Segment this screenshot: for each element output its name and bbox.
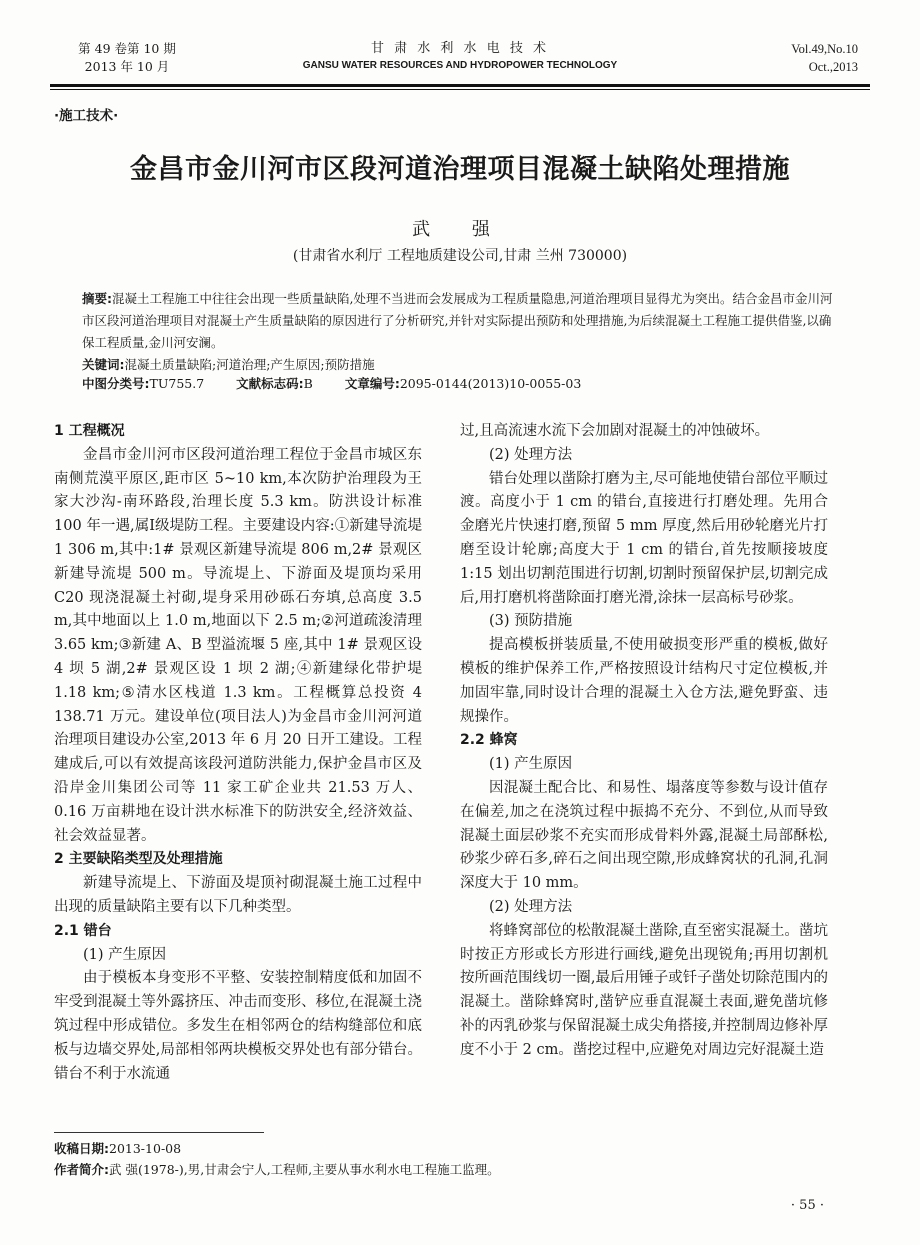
journal-name-en: GANSU WATER RESOURCES AND HYDROPOWER TECHNOLOGY xyxy=(302,60,618,71)
footnote-rule xyxy=(54,1132,264,1133)
subsection-heading: 2.2 蜂窝 xyxy=(460,732,518,749)
doccode-value: B xyxy=(303,376,313,391)
paragraph: 将蜂窝部位的松散混凝土凿除,直至密实混凝土。凿坑时按正方形或长方形进行画线,避免出现锐角;再用切割机按所画范围线切一圈,最后用锤子或钎子凿处切除范围内的混凝土。凿除蜂窝时,凿铲应垂直混凝土表面,避免凿坑修补的丙乳砂浆与保留混凝土成尖角搭接,并控制周边修补厚度不小于 2 cm。凿挖过程中,应避免对周边完好混凝土造 xyxy=(460,922,828,1058)
bio-label: 作者简介: xyxy=(54,1162,109,1177)
abstract xyxy=(82,288,838,376)
body-left-column xyxy=(54,420,422,1086)
paper-title: 金昌市金川河市区段河道治理项目混凝土缺陷处理措施 xyxy=(130,154,790,185)
journal-name xyxy=(62,40,858,74)
journal-name-cn: 甘 肃 水 利 水 电 技 术 xyxy=(371,41,549,56)
clc-field xyxy=(82,373,204,395)
header-rule-thin xyxy=(50,89,870,90)
article-no-label: 文章编号: xyxy=(344,376,400,391)
article-no-value: 2095-0144(2013)10-0055-03 xyxy=(399,376,582,391)
section-heading: 1 工程概况 xyxy=(54,423,125,439)
doccode-field xyxy=(236,373,313,395)
paragraph: 提高模板拼装质量,不使用破损变形严重的模板,做好模板的维护保养工作,严格按照设计结构尺寸定位模板,并加固牢靠,同时设计合理的混凝土入仓方法,避免野蛮、违规操作。 xyxy=(460,637,828,725)
author-name: 武 强 xyxy=(412,219,508,240)
item-heading: (3) 预防措施 xyxy=(489,613,573,630)
paragraph: 新建导流堤上、下游面及堤顶衬砌混凝土施工过程中出现的质量缺陷主要有以下几种类型。 xyxy=(54,875,422,915)
item-heading: (2) 处理方法 xyxy=(489,898,573,915)
doccode-label: 文献标志码: xyxy=(236,376,304,391)
issue-info-en xyxy=(791,40,858,76)
received-date xyxy=(54,1138,866,1159)
item-heading: (1) 产生原因 xyxy=(83,946,167,963)
article-no-field xyxy=(345,373,581,395)
item-heading: (1) 产生原因 xyxy=(489,756,573,773)
section-heading: 2 主要缺陷类型及处理措施 xyxy=(54,851,223,868)
body-right-column xyxy=(460,420,828,1063)
keywords-label: 关键词: xyxy=(82,357,125,372)
issue-date: 2013 年 10 月 xyxy=(84,59,170,74)
keywords-text: 混凝土质量缺陷;河道治理;产生原因;预防措施 xyxy=(124,357,375,372)
paragraph: 由于模板本身变形不平整、安装控制精度低和加固不牢受到混凝土等外露挤压、冲击而变形、移位,在混凝土浇筑过程中形成错位。多发生在相邻两仓的结构缝部位和底板与边墙交界处,局部相邻两块模板交界处也有部分错台。错台不利于水流通 xyxy=(54,970,422,1082)
abstract-label: 摘要: xyxy=(82,291,112,306)
author-bio xyxy=(54,1159,866,1180)
issue-date-en: Oct.,2013 xyxy=(808,60,858,74)
paragraph: 错台处理以凿除打磨为主,尽可能地使错台部位平顺过渡。高度小于 1 cm 的错台,直接进行打磨处理。先用合金磨光片快速打磨,预留 5 mm 厚度,然后用砂轮磨光片打磨至设计轮廓;高度大于 1 cm 的错台,首先按顺接坡度 1:15 划出切割范围进行切割,切割时预留保护层,切割完成后,用打磨机将凿除面打磨光滑,涂抹一层高标号砂浆。 xyxy=(460,470,828,606)
paragraph: 过,且高流速水流下会加剧对混凝土的冲蚀破坏。 xyxy=(460,423,770,439)
affiliation: (甘肃省水利厅 工程地质建设公司,甘肃 兰州 730000) xyxy=(292,248,628,264)
classification-line xyxy=(82,373,838,395)
paragraph: 因混凝土配合比、和易性、塌落度等参数与设计值存在偏差,加之在浇筑过程中振捣不充分、不到位,从而导致混凝土面层砂浆不充实而形成骨料外露,混凝土局部酥松,砂浆少碎石多,碎石之间出现空隙,形成蜂窝状的孔洞,孔洞深度大于 10 mm。 xyxy=(460,779,828,892)
paragraph: 金昌市金川河市区段河道治理工程位于金昌市城区东南侧荒漠平原区,距市区 5~10 km,本次防护治理段为王家大沙沟-南环路段,治理长度 5.3 km。防洪设计标准 100 年一遇,属Ⅰ级堤防工程。主要建设内容:①新建导流堤 1 306 m,其中:1# 景观区新建导流堤 806 m,2# 景观区新建导流堤 500 m。导流堤上、下游面及堤顶均采用 C20 现浇混凝土衬砌,堤身采用砂砾石夯填,总高度 3.5 m,其中地面以上 1.0 m,地面以下 2.5 m;②河道疏浚清理 3.65 km;③新建 A、B 型溢流堰 5 座,其中 1# 景观区设 4 坝 5 湖,2# 景观区设 1 坝 2 湖;④新建绿化带护堤 1.18 km;⑤清水区栈道 1.3 km。工程概算总投资 4 138.71 万元。建设单位(项目法人)为金昌市金川河河道治理项目建设办公室,2013 年 6 月 20 日开工建设。工程建成后,可以有效提高该段河道防洪能力,保护金昌市区及沿岸金川集团公司等 11 家工矿企业共 21.53 万人、0.16 万亩耕地在设计洪水标准下的防洪安全,经济效益、社会效益显著。 xyxy=(54,446,422,844)
received-value: 2013-10-08 xyxy=(109,1141,182,1156)
page-number: · 55 · xyxy=(790,1198,824,1213)
header-rule-thick xyxy=(50,84,870,87)
running-header xyxy=(62,40,858,80)
issue-volume-en: Vol.49,No.10 xyxy=(791,42,858,56)
footnote xyxy=(54,1138,866,1180)
abstract-text: 混凝土工程施工中往往会出现一些质量缺陷,处理不当进而会发展成为工程质量隐患,河道治理项目显得尤为突出。结合金昌市金川河市区段河道治理项目对混凝土产生质量缺陷的原因进行了分析研究,并针对实际提出预防和处理措施,为后续混凝土工程施工提供借鉴,以确保工程质量,金川河安澜。 xyxy=(82,291,833,350)
item-heading: (2) 处理方法 xyxy=(489,446,573,463)
clc-value: TU755.7 xyxy=(149,376,205,391)
issue-volume: 第 49 卷第 10 期 xyxy=(78,41,176,56)
bio-value: 武 强(1978-),男,甘肃会宁人,工程师,主要从事水利水电工程施工监理。 xyxy=(109,1162,500,1177)
section-tag: ·施工技术· xyxy=(54,108,119,124)
clc-label: 中图分类号: xyxy=(82,376,150,391)
received-label: 收稿日期: xyxy=(54,1141,109,1156)
subsection-heading: 2.1 错台 xyxy=(54,922,112,939)
